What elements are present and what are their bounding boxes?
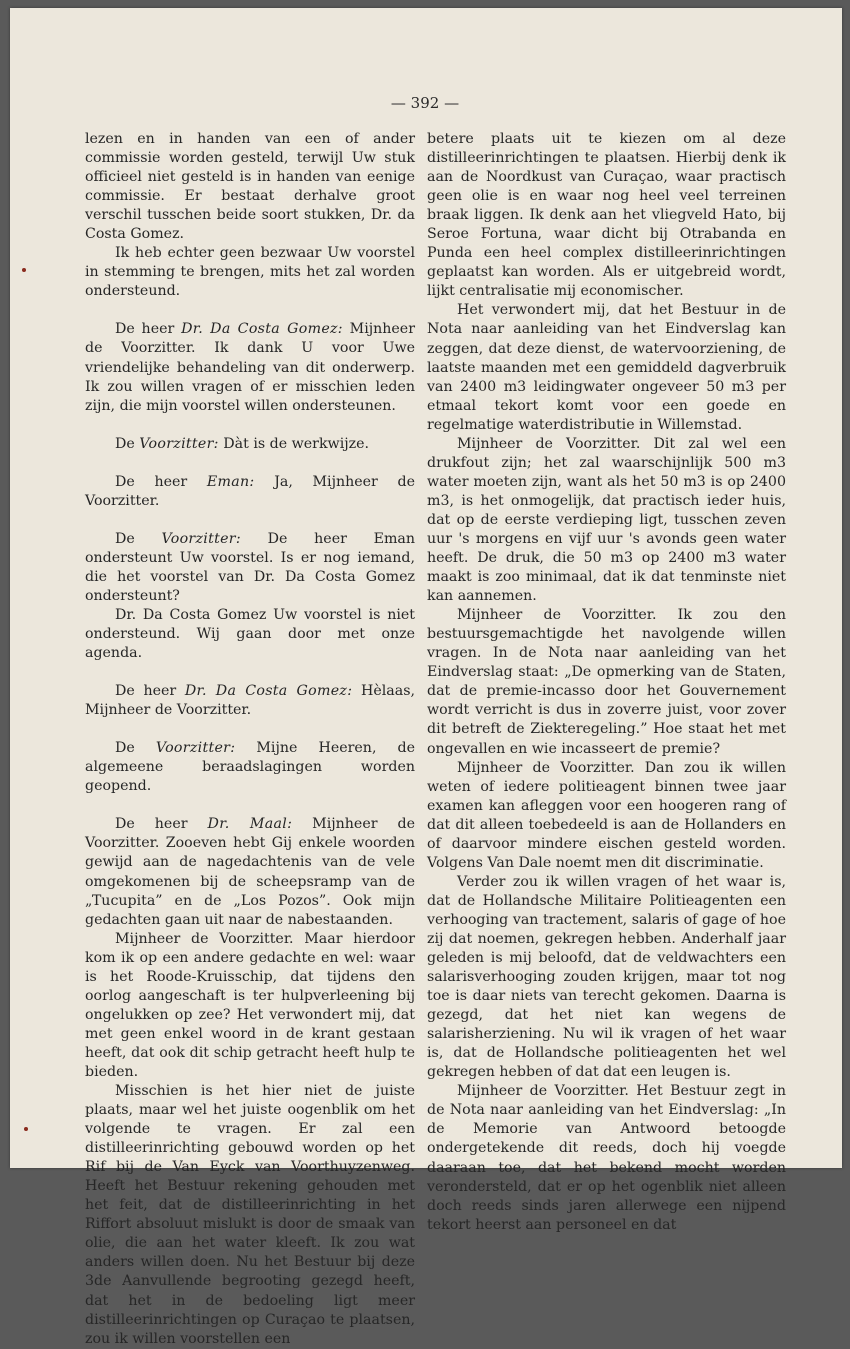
speaker-name: Dr. Maal:: [207, 816, 293, 833]
paragraph-text: Misschien is het hier niet de juiste plaats, maar wel het juiste oogenblik om het volgende te vragen. Er zal een distilleerinrichting gebouwd worden op het Rif bij de Van Eyck van Voorthuyzenweg. Heeft het Bestuur rekening gehouden met het feit, dat de distilleerinrichting in het Riffort absoluut mislukt is door de smaak van olie, die aan het water kleeft. Ik zou wat anders willen doen. Nu het Bestuur bij deze 3de Aanvullende begrooting gezegd heeft, dat het in de bedoeling ligt meer distilleerinrichtingen op Curaçao te plaatsen, zou ik willen voorstellen een: [85, 1083, 415, 1347]
paragraph: [427, 1082, 786, 1234]
speaker-intro: De: [115, 435, 140, 452]
paragraph-text: Het verwondert mij, dat het Bestuur in de Nota naar aanleiding van het Eindverslag kan zeggen, dat deze dienst, de watervoorziening, de laatste maanden met een gemiddeld dagverbruik van 2400 m3 leidingwater ongeveer 50 m3 per etmaal tekort komt voor een goede en regelmatige waterdistributie in Willemstad.: [427, 302, 786, 433]
paragraph: [85, 320, 415, 415]
speaker-intro: De heer: [115, 683, 185, 700]
paragraph: [427, 301, 786, 434]
paragraph-text: Ja, Mijnheer de Voorzitter.: [85, 473, 415, 509]
paragraph-text: betere plaats uit te kiezen om al deze distilleerinrichtingen te plaatsen. Hierbij denk ik aan de Noordkust van Curaçao, waar practisch geen olie is en waar nog heel veel terreinen braak liggen. Ik denk aan het vliegveld Hato, bij Seroe Fortuna, waar dicht bij Otrabanda en Punda een heel complex distilleerinrichtingen geplaatst kan worden. Als er uitgebreid wordt, lijkt centralisatie mij economischer.: [427, 131, 786, 300]
paragraph-text: Hèlaas, Mijnheer de Voorzitter.: [85, 683, 415, 719]
paragraph: [427, 130, 786, 301]
speaker-name: Dr. Da Costa Gomez:: [184, 683, 353, 700]
paragraph: [85, 244, 415, 301]
paragraph: [427, 606, 786, 758]
speaker-name: Voorzitter:: [161, 530, 241, 547]
paragraph: [427, 435, 786, 606]
paragraph-text: Mijne Heeren, de algemeene beraadslagingen worden geopend.: [85, 740, 415, 795]
paragraph-text: Mijnheer de Voorzitter. Dan zou ik willen weten of iedere politieagent binnen twee jaar examen kan afleggen voor een hoogeren rang of dat dit alleen toebedeeld is aan de Hollanders en of daarvoor mindere eischen gesteld worden. Volgens Van Dale noemt men dit discriminatie.: [427, 759, 786, 871]
speaker-intro: De heer: [115, 816, 208, 833]
paragraph-text: Dàt is de werkwijze.: [218, 435, 370, 452]
paragraph: [85, 606, 415, 663]
paragraph: [427, 873, 786, 1083]
left-column: [85, 130, 415, 1349]
paragraph-text: Mijnheer de Voorzitter. Zooeven hebt Gij enkele woorden gewijd aan de nagedachtenis van de vele omgekomenen bij de scheepsramp van de „Tucupita” en de „Los Pozos”. Ook mijn gedachten gaan uit naar de nabestaanden.: [85, 816, 416, 928]
paragraph: [427, 759, 786, 873]
paragraph: [85, 530, 415, 606]
speaker-intro: De: [115, 530, 162, 547]
paragraph-text: Mijnheer de Voorzitter. Het Bestuur zegt in de Nota naar aanleiding van het Eindverslag: „In de Memorie van Antwoord betoogde ondergetekende dit reeds, doch hij voegde daaraan toe, dat het bekend mocht worden verondersteld, dat er op het ogenblik niet alleen doch reeds sinds jaren allerwege een nijpend tekort heerst aan personeel en dat: [427, 1083, 786, 1233]
speaker-intro: De heer: [115, 473, 207, 490]
speaker-name: Voorzitter:: [155, 740, 236, 757]
paragraph-text: Mijnheer de Voorzitter. Ik dank U voor Uwe vriendelijke behandeling van dit onderwerp. Ik zou willen vragen of er misschien leden zijn, die mijn voorstel willen ondersteunen.: [85, 321, 415, 414]
paragraph: [85, 930, 415, 1082]
paragraph-text: Mijnheer de Voorzitter. Dit zal wel een drukfout zijn; het zal waarschijnlijk 500 m3 water moeten zijn, want als het 50 m3 is op 2400 m3, is het onmogelijk, dat practisch ieder huis, dat op de eerste verdieping ligt, tusschen zeven uur 's morgens en vijf uur 's avonds geen water heeft. De druk, die 50 m3 op 2400 m3 water maakt is zoo minimaal, dat ik dat tenminste niet kan aannemen.: [427, 435, 786, 605]
paragraph: [85, 1082, 415, 1349]
paragraph-text: lezen en in handen van een of ander commissie worden gesteld, terwijl Uw stuk officieel niet gesteld is in handen van eenige commissie. Er bestaat derhalve groot verschil tusschen beide soort stukken, Dr. da Costa Gomez.: [85, 131, 415, 243]
speaker-name: Voorzitter:: [139, 435, 219, 452]
paragraph-text: De heer Eman ondersteunt Uw voorstel. Is er nog iemand, die het voorstel van Dr. Da Costa Gomez ondersteunt?: [85, 530, 415, 604]
paragraph-text: Verder zou ik willen vragen of het waar is, dat de Hollandsche Militaire Politieagenten een verhooging van tractement, salaris of gage of hoe zij dat noemen, gekregen hebben. Anderhalf jaar geleden is mij beloofd, dat de veldwachters een salarisverhooging zouden krijgen, maar tot nog toe is daar niets van terecht gekomen. Daarna is gezegd, dat het niet kan wegens de salarisherziening. Nu wil ik vragen of het waar is, dat de Hollandsche politieagenten het wel gekregen hebben of dat dat een leugen is.: [427, 873, 786, 1081]
paragraph-text: Dr. Da Costa Gomez Uw voorstel is niet ondersteund. Wij gaan door met onze agenda.: [85, 606, 415, 662]
paragraph-text: Ik heb echter geen bezwaar Uw voorstel in stemming te brengen, mits het zal worden ondersteund.: [85, 245, 415, 300]
margin-dot: [24, 1127, 28, 1131]
speaker-name: Dr. Da Costa Gomez:: [181, 321, 343, 338]
page-number: — 392 —: [390, 94, 460, 112]
speaker-intro: De: [115, 740, 156, 757]
paragraph: [85, 473, 415, 511]
paragraph: [85, 815, 415, 929]
paragraph: [85, 435, 415, 454]
margin-dot: [22, 268, 26, 272]
paragraph: [85, 682, 415, 720]
speaker-intro: De heer: [115, 321, 182, 338]
paragraph: [85, 739, 415, 796]
paragraph: [85, 130, 415, 244]
speaker-name: Eman:: [206, 473, 255, 490]
right-column: [427, 130, 786, 1235]
paragraph-text: Mijnheer de Voorzitter. Maar hierdoor kom ik op een andere gedachte en wel: waar is het Roode-Kruisschip, dat tijdens den oorlog aangeschaft is ter hulpverleening bij ongelukken op zee? Het verwondert mij, dat met geen enkel woord in de krant gestaan heeft, dat ook dit schip getracht heeft hulp te bieden.: [85, 930, 415, 1080]
paragraph-text: Mijnheer de Voorzitter. Ik zou den bestuursgemachtigde het navolgende willen vragen. In de Nota naar aanleiding van het Eindverslag staat: „De opmerking van de Staten, dat de premie-incasso door het Gouvernement wordt verricht is dus in zoverre juist, voor zover dit betreft de Ziekteregeling.” Hoe staat het met ongevallen en wie incasseert de premie?: [427, 607, 786, 757]
